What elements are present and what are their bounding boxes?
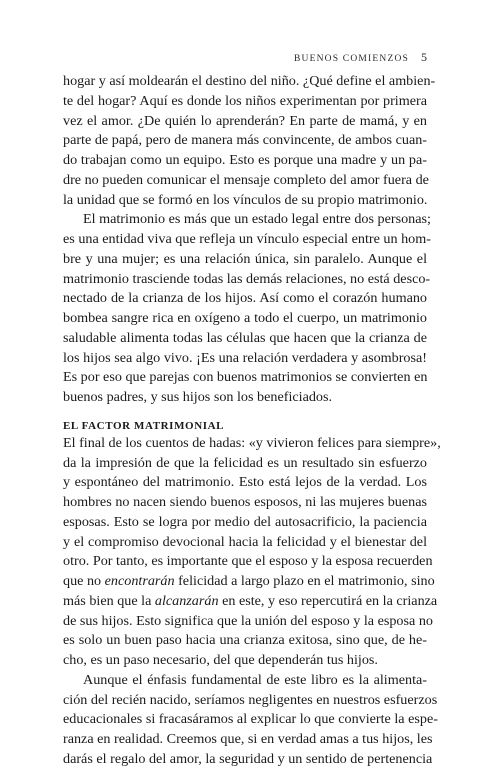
text-line: es solo un buen paso hacia una crianza exitosa, sino que, de he- xyxy=(63,632,427,649)
text-line: hogar y así moldearán el destino del niño. ¿Qué define el ambien- xyxy=(63,73,436,89)
page-number: 5 xyxy=(421,50,427,64)
section-heading: EL FACTOR MATRIMONIAL xyxy=(63,419,225,432)
text-line: Es por eso que parejas con buenos matrimonios se convierten en xyxy=(63,369,428,386)
text-line: la unidad que se formó en los vínculos de su propio matrimonio. xyxy=(63,191,428,208)
text-line: hombres no nacen siendo buenos esposos, ni las mujeres buenas xyxy=(63,494,427,510)
text-line: los hijos sea algo vivo. ¡Es una relación verdadera y asombrosa! xyxy=(63,349,427,366)
text-line: matrimonio trasciende todas las demás relaciones, no está desco- xyxy=(63,270,431,287)
text-line: El matrimonio es más que un estado legal entre dos personas; xyxy=(83,211,431,228)
text-line: bre y una mujer; es una relación única, sin paralelo. Aunque el xyxy=(63,250,427,267)
text-run: en este, y eso repercutirá en la crianza xyxy=(218,592,438,609)
text-line: ranza en realidad. Creemos que, si en verdad amas a tus hijos, les xyxy=(63,731,433,747)
text-line: saludable alimenta todas las células que hacen que la crianza de xyxy=(63,329,427,346)
text-line: nectado de la crianza de los hijos. Así como el corazón humano xyxy=(63,290,427,307)
text-line: buenos padres, y sus hijos son los beneficiados. xyxy=(63,389,333,405)
text-line: darás el regalo del amor, la seguridad y un sentido de pertenencia xyxy=(63,750,433,767)
paragraph xyxy=(63,434,441,671)
paragraph xyxy=(63,210,431,408)
text-line xyxy=(63,572,435,592)
text-line: do trabajan como un equipo. Esto es porque una madre y un pa- xyxy=(63,152,427,168)
text-line: y espontáneo del matrimonio. Esto está lejos de la verdad. Los xyxy=(63,474,427,491)
running-title: BUENOS COMIENZOS xyxy=(294,54,409,64)
text-line: dre no pueden comunicar el mensaje completo del amor fuera de xyxy=(63,171,429,188)
text-line: bombea sangre rica en oxígeno a todo el cuerpo, un matrimonio xyxy=(63,310,427,326)
text-line: vez el amor. ¿De quién lo aprenderán? En parte de mamá, y en xyxy=(63,112,427,129)
paragraph xyxy=(63,72,436,210)
text-line: es una entidad viva que refleja un vínculo especial entre un hom- xyxy=(63,231,431,247)
text-line: educacionales si fracasáramos al explicar lo que convierte la espe- xyxy=(63,711,438,728)
text-line: parte de papá, pero de manera más convincente, de ambos cuan- xyxy=(63,132,427,149)
text-line: El final de los cuentos de hadas: «y vivieron felices para siempre», xyxy=(63,434,441,451)
paragraph xyxy=(63,671,438,770)
text-line: cho, es un paso necesario, del que dependerán tus hijos. xyxy=(63,652,378,668)
text-line: te del hogar? Aquí es donde los niños experimentan por primera xyxy=(63,92,427,109)
text-line xyxy=(63,592,438,612)
text-run: que no xyxy=(63,573,105,589)
text-line: esposas. Esto se logra por medio del autosacrificio, la paciencia xyxy=(63,513,427,530)
text-line: Aunque el énfasis fundamental de este libro es la alimenta- xyxy=(83,671,427,688)
body-text xyxy=(63,72,441,770)
text-line: de sus hijos. Esto significa que la unión del esposo y la esposa no xyxy=(63,612,433,629)
text-line: da la impresión de que la felicidad es un resultado sin esfuerzo xyxy=(63,454,427,471)
text-line: y el compromiso devocional hacia la felicidad y el bienestar del xyxy=(63,533,427,550)
running-head xyxy=(294,50,427,65)
text-run: más bien que la xyxy=(63,592,155,609)
italic-run: alcanzarán xyxy=(154,592,219,609)
italic-run: encontrarán xyxy=(104,573,175,589)
text-line: otro. Por tanto, es importante que el esposo y la esposa recuerden xyxy=(63,553,433,570)
text-run: felicidad a largo plazo en el matrimonio, sino xyxy=(174,573,435,589)
text-line: ción del recién nacido, seríamos negligentes en nuestros esfuerzos xyxy=(63,691,438,708)
